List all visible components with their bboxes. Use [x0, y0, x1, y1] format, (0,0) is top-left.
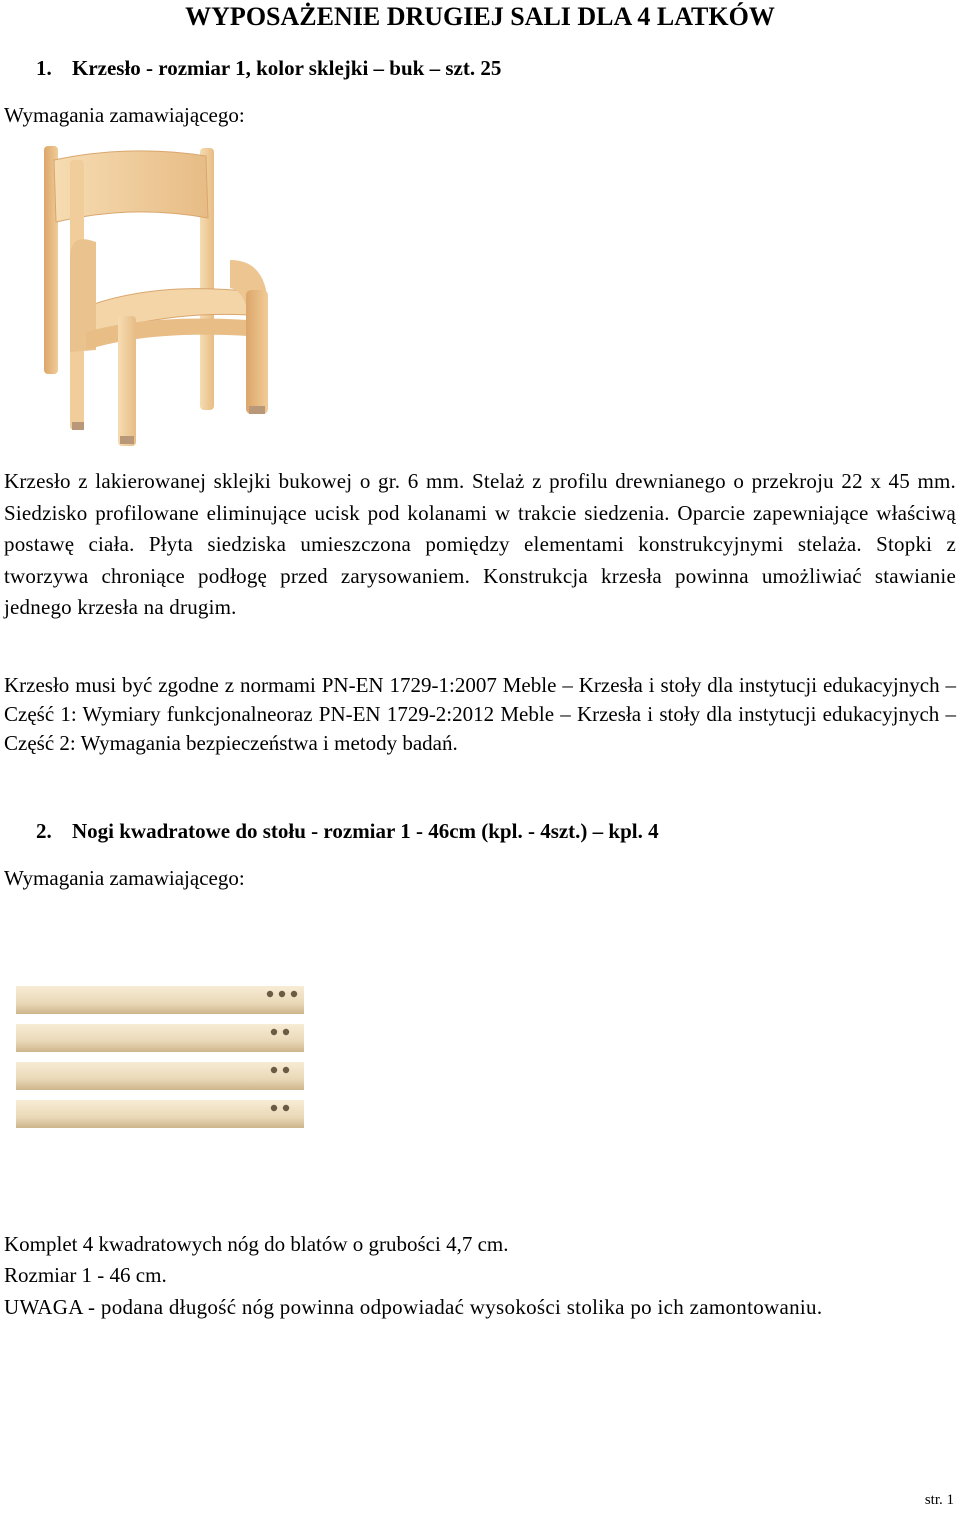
item-2-number: 2.	[36, 819, 52, 843]
item-2-requirements-label: Wymagania zamawiającego:	[4, 866, 245, 890]
item-2-line-1: Komplet 4 kwadratowych nóg do blatów o grubości 4,7 cm.	[4, 1232, 509, 1256]
item-1-standards: Krzesło musi być zgodne z normami PN-EN 1729-1:2007 Meble – Krzesła i stoły dla instytucji edukacyjnych – Część 1: Wymiary funkcjonalneoraz PN-EN 1729-2:2012 Meble – Krzesła i stoły dla instytucji edukacyjnych – Część 2: Wymagania bezpieczeństwa i metody badań.	[4, 673, 956, 755]
page-title: WYPOSAŻENIE DRUGIEJ SALI DLA 4 LATKÓW	[185, 2, 775, 31]
item-2-line-2: Rozmiar 1 - 46 cm.	[4, 1263, 167, 1287]
item-1-heading	[36, 55, 501, 81]
item-1-heading-text: Krzesło - rozmiar 1, kolor sklejki – buk – szt. 25	[72, 56, 502, 80]
wooden-chair-icon	[30, 140, 290, 455]
page-number: str. 1	[924, 1492, 954, 1508]
item-2-note: UWAGA - podana długość nóg powinna odpowiadać wysokości stolika po ich zamontowaniu.	[4, 1295, 823, 1319]
item-1-number: 1.	[36, 56, 52, 80]
item-2-heading	[36, 818, 659, 844]
item-1-description: Krzesło z lakierowanej sklejki bukowej o gr. 6 mm. Stelaż z profilu drewnianego o przekroju 22 x 45 mm. Siedzisko profilowane eliminujące ucisk pod kolanami w trakcie siedzenia. Oparcie zapewniające właściwą postawę ciała. Płyta siedziska umieszczona pomiędzy elementami konstrukcyjnymi stelaża. Stopki z tworzywa chroniące podłogę przed zarysowaniem. Konstrukcja krzesła powinna umożliwiać stawianie jednego krzesła na drugim.	[4, 469, 956, 620]
item-2-heading-text: Nogi kwadratowe do stołu - rozmiar 1 - 46cm (kpl. - 4szt.) – kpl. 4	[72, 819, 659, 843]
item-1-requirements-label: Wymagania zamawiającego:	[4, 103, 245, 127]
table-legs-icon	[12, 982, 308, 1134]
